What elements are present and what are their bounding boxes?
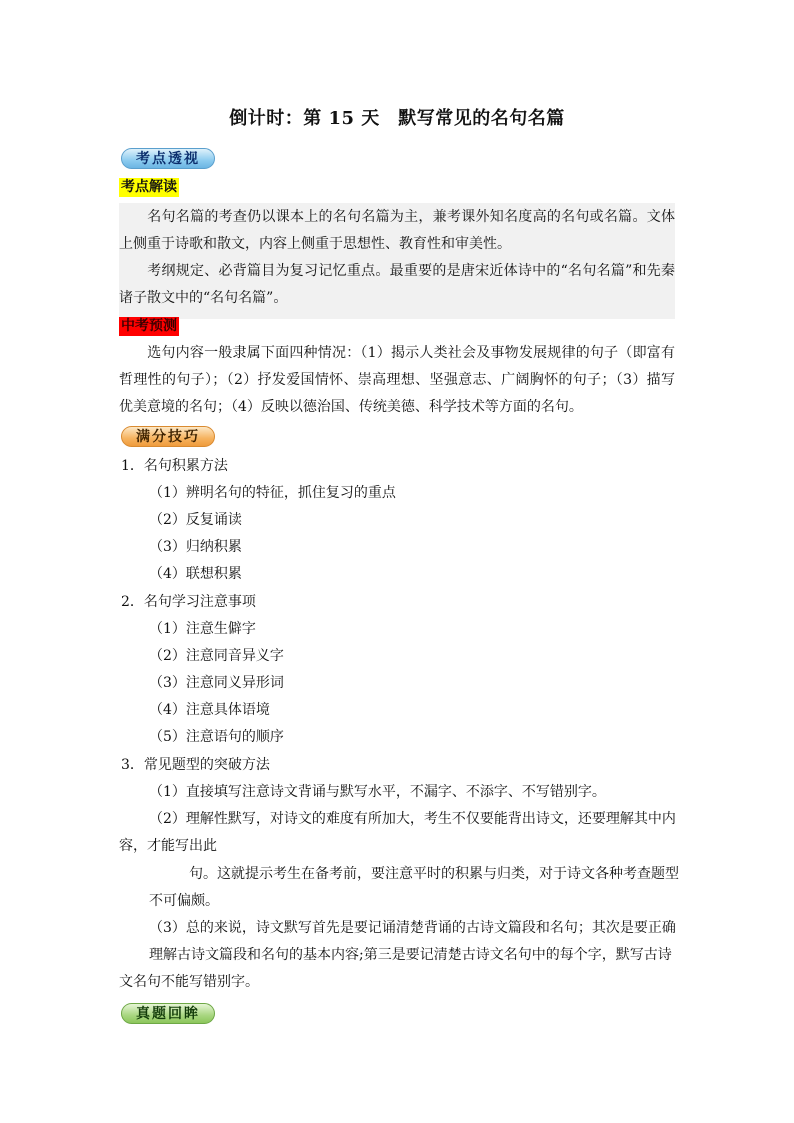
tips-h3-item-3-line-a: （3）总的来说，诗文默写首先是要记诵清楚背诵的古诗文篇段和名句；其次是要正确	[149, 920, 676, 936]
tips-h1-item-3: （3）归纳积累	[149, 539, 242, 555]
jiedu-paragraph-2-text: 考纲规定、必背篇目为复习记忆重点。最重要的是唐宋近体诗中的“名句名篇”和先秦诸子散文中的“名句名篇”。	[119, 263, 675, 306]
jiedu-paragraph-1	[119, 204, 675, 258]
tips-h3-item-1: （1）直接填写注意诗文背诵与默写水平，不漏字、不添字、不写错别字。	[149, 784, 606, 800]
yuce-paragraph	[119, 340, 675, 421]
section-badge-zhenti-huimou: 真题回眸	[121, 1003, 215, 1024]
tips-h2-item-4: （4）注意具体语境	[149, 702, 270, 718]
heading-zhongkao-yuce: 中考预测	[121, 318, 177, 334]
tips-h2-item-1: （1）注意生僻字	[149, 621, 256, 637]
tips-heading-1: 1．名句积累方法	[121, 458, 228, 474]
tips-h2-item-2: （2）注意同音异义字	[149, 648, 284, 664]
tips-h3-item-2-line-a: （2）理解性默写，对诗文的难度有所加大，考生不仅要能背出诗文，还要理解其中内	[149, 811, 676, 827]
tips-h3-item-3-line-c: 文名句不能写错别字。	[119, 974, 259, 990]
tips-h3-item-2-line-b: 容，才能写出此	[119, 838, 217, 854]
tips-h2-item-5: （5）注意语句的顺序	[149, 729, 284, 745]
page-title: 倒计时：第 15 天 默写常见的名句名篇	[229, 108, 565, 129]
tips-h2-item-3: （3）注意同义异形词	[149, 675, 284, 691]
tips-heading-3: 3．常见题型的突破方法	[121, 757, 270, 773]
jiedu-paragraph-2	[119, 258, 675, 312]
tips-h3-item-2-line-c: 句。这就提示考生在备考前，要注意平时的积累与归类，对于诗文各种考查题型	[189, 866, 679, 882]
tips-h3-item-3-line-b: 理解古诗文篇段和名句的基本内容;第三是要记清楚古诗文名句中的每个字，默写古诗	[149, 947, 672, 963]
tips-heading-2: 2．名句学习注意事项	[121, 594, 256, 610]
tips-h3-item-2-line-d: 不可偏颇。	[149, 893, 219, 909]
tips-h1-item-4: （4）联想积累	[149, 566, 242, 582]
tips-h1-item-2: （2）反复诵读	[149, 512, 242, 528]
section-badge-manfen-jiqiao: 满分技巧	[121, 426, 215, 447]
yuce-paragraph-text: 选句内容一般隶属下面四种情况：（1）揭示人类社会及事物发展规律的句子（即富有哲理性的句子）；（2）抒发爱国情怀、崇高理想、坚强意志、广阔胸怀的句子；（3）描写优美意境的名句；（4）反映以德治国、传统美德、科学技术等方面的名句。	[119, 345, 675, 415]
heading-kaodian-jiedu: 考点解读	[121, 179, 177, 195]
tips-h1-item-1: （1）辨明名句的特征，抓住复习的重点	[149, 485, 396, 501]
section-badge-kaodian-toushi: 考点透视	[121, 148, 215, 169]
jiedu-paragraph-1-text: 名句名篇的考查仍以课本上的名句名篇为主，兼考课外知名度高的名句或名篇。文体上侧重于诗歌和散文，内容上侧重于思想性、教育性和审美性。	[119, 209, 675, 252]
